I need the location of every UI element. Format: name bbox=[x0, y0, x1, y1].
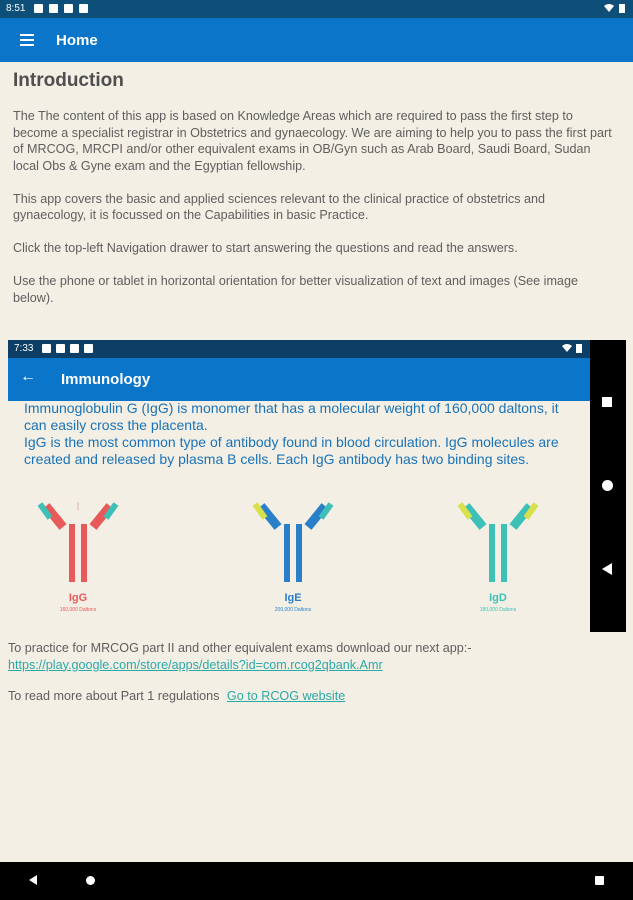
back-icon[interactable] bbox=[29, 875, 37, 885]
intro-paragraph: This app covers the basic and applied sciences relevant to the clinical practice of obstetrics and gynaecology, it is focussed on the Capabilities in basic Practice. bbox=[13, 191, 546, 222]
intro-paragraph: Click the top-left Navigation drawer to start answering the questions and read the answers. bbox=[13, 241, 518, 255]
antibody-label: IgE bbox=[284, 592, 302, 604]
preview-status-right bbox=[562, 343, 582, 353]
app-preview-image bbox=[8, 340, 626, 632]
home-icon[interactable] bbox=[86, 876, 95, 885]
antibody-diagrams bbox=[28, 482, 568, 622]
home-icon bbox=[602, 480, 613, 491]
preview-paragraph: Immunoglobulin G (IgG) is monomer that has a molecular weight of 160,000 daltons, it can easily cross the placenta. bbox=[24, 400, 559, 433]
preview-status-bar bbox=[8, 340, 590, 358]
part2-text: To practice for MRCOG part II and other equivalent exams download our next app:- bbox=[8, 641, 472, 655]
rcog-website-link[interactable]: Go to RCOG website bbox=[226, 689, 346, 703]
preview-paragraph: IgG is the most common type of antibody found in blood circulation. IgG molecules are created and released by plasma B cells. Each IgG antibody has two binding sites. bbox=[24, 434, 559, 467]
recents-icon[interactable] bbox=[595, 876, 604, 885]
status-bar bbox=[0, 0, 633, 18]
antibody-y-icon bbox=[243, 482, 343, 592]
status-right bbox=[604, 3, 625, 13]
notification-icons bbox=[34, 4, 88, 13]
notification-icon bbox=[84, 344, 93, 353]
antibody-ige bbox=[243, 482, 343, 622]
footer-links bbox=[8, 640, 618, 705]
preview-nav-bar bbox=[590, 340, 626, 632]
antibody-igd bbox=[448, 482, 548, 622]
antibody-weight: 160,000 Daltons bbox=[59, 607, 97, 613]
back-icon bbox=[602, 563, 612, 575]
preview-app-bar bbox=[8, 358, 590, 401]
wifi-icon bbox=[562, 343, 572, 353]
notification-icon bbox=[42, 344, 51, 353]
status-time: 8:51 bbox=[6, 3, 26, 14]
part2-app-link[interactable]: https://play.google.com/store/apps/details?id=com.rcog2qbank.Amr bbox=[8, 657, 383, 672]
antibody-igg bbox=[28, 482, 128, 622]
notification-icon bbox=[79, 4, 88, 13]
notification-icon bbox=[64, 4, 73, 13]
page-title: Introduction bbox=[13, 70, 124, 91]
intro-content bbox=[13, 70, 618, 323]
antibody-y-icon bbox=[28, 482, 128, 592]
intro-paragraph: The The content of this app is based on Knowledge Areas which are required to pass the first step to become a specialist registrar in Obstetrics and gynaecology. We are aiming to help you to pass the first part of MRCOG, MRCPI and/or other equivalent exams in OB/Gyn such as Arab Board, Saudi Board, Sudan local Obs & Gyne exam and the Egyptian fellowship. bbox=[13, 109, 612, 173]
preview-title: Immunology bbox=[61, 371, 151, 388]
recents-icon bbox=[602, 397, 612, 407]
antibody-weight: 180,000 Daltons bbox=[479, 607, 517, 613]
battery-icon bbox=[576, 343, 582, 353]
app-bar bbox=[0, 18, 633, 62]
preview-text bbox=[24, 400, 584, 468]
antibody-weight: 200,000 Daltons bbox=[274, 607, 312, 613]
notification-icon bbox=[34, 4, 43, 13]
preview-status-time: 7:33 bbox=[14, 343, 34, 354]
back-arrow-icon: ← bbox=[20, 368, 36, 385]
wifi-icon bbox=[604, 3, 614, 13]
antibody-label: IgD bbox=[489, 592, 507, 604]
app-title: Home bbox=[56, 32, 98, 49]
system-nav-bar bbox=[0, 862, 633, 900]
notification-icon bbox=[70, 344, 79, 353]
antibody-y-icon bbox=[448, 482, 548, 592]
intro-paragraph: Use the phone or tablet in horizontal orientation for better visualization of text and images (See image below). bbox=[13, 274, 578, 305]
rcog-text: To read more about Part 1 regulations bbox=[8, 689, 220, 703]
antibody-label: IgG bbox=[68, 592, 88, 604]
notification-icon bbox=[49, 4, 58, 13]
preview-notification-icons bbox=[42, 344, 93, 353]
notification-icon bbox=[56, 344, 65, 353]
battery-icon bbox=[619, 3, 625, 13]
menu-icon[interactable] bbox=[20, 34, 34, 46]
